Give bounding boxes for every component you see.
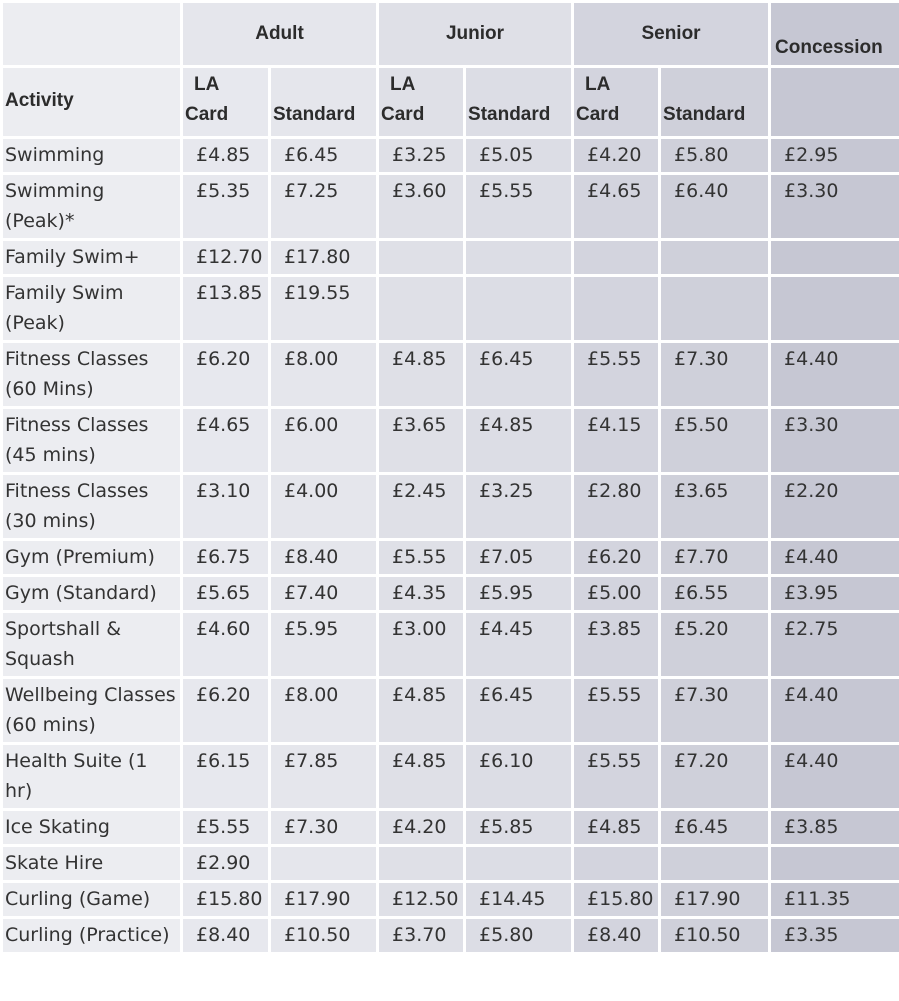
senior-standard-price-cell: £17.90 bbox=[660, 882, 770, 918]
senior-standard-price-cell: £5.50 bbox=[660, 408, 770, 474]
junior-standard-price-cell: £5.05 bbox=[465, 138, 573, 174]
junior-la-card-price-cell: £5.55 bbox=[378, 540, 465, 576]
concession-price-cell: £4.40 bbox=[770, 540, 899, 576]
adult-la-card-price-cell: £6.20 bbox=[182, 342, 270, 408]
adult-la-card-price-cell: £4.65 bbox=[182, 408, 270, 474]
blank-line bbox=[273, 70, 374, 100]
concession-price-cell bbox=[770, 276, 899, 342]
junior-la-card-price-cell: £3.65 bbox=[378, 408, 465, 474]
senior-standard-price-cell: £7.20 bbox=[660, 744, 770, 810]
table-row bbox=[2, 408, 899, 474]
junior-la-card-price-cell: £3.25 bbox=[378, 138, 465, 174]
adult-la-card-price-cell: £2.90 bbox=[182, 846, 270, 882]
activity-cell: Wellbeing Classes (60 mins) bbox=[2, 678, 182, 744]
group-senior-header: Senior bbox=[573, 2, 770, 67]
senior-standard-price-cell bbox=[660, 846, 770, 882]
corner-cell bbox=[2, 2, 182, 67]
activity-column-header: Activity bbox=[2, 67, 182, 138]
adult-standard-price-cell bbox=[270, 846, 378, 882]
senior-standard-price-cell: £7.30 bbox=[660, 678, 770, 744]
concession-price-cell bbox=[770, 240, 899, 276]
senior-la-card-price-cell: £8.40 bbox=[573, 918, 660, 954]
senior-la-card-price-cell bbox=[573, 846, 660, 882]
table-row bbox=[2, 846, 899, 882]
junior-standard-header bbox=[465, 67, 573, 138]
activity-cell: Ice Skating bbox=[2, 810, 182, 846]
concession-price-cell: £2.95 bbox=[770, 138, 899, 174]
senior-la-card-price-cell bbox=[573, 276, 660, 342]
adult-standard-price-cell: £17.80 bbox=[270, 240, 378, 276]
senior-standard-price-cell bbox=[660, 276, 770, 342]
senior-la-card-price-cell: £4.65 bbox=[573, 174, 660, 240]
adult-la-card-price-cell: £6.75 bbox=[182, 540, 270, 576]
junior-la-card-price-cell: £3.70 bbox=[378, 918, 465, 954]
senior-standard-price-cell: £3.65 bbox=[660, 474, 770, 540]
concession-price-cell: £4.40 bbox=[770, 744, 899, 810]
activity-cell: Gym (Standard) bbox=[2, 576, 182, 612]
table-row bbox=[2, 744, 899, 810]
adult-la-card-price-cell: £8.40 bbox=[182, 918, 270, 954]
adult-la-card-price-cell: £12.70 bbox=[182, 240, 270, 276]
junior-la-card-header bbox=[378, 67, 465, 138]
activity-cell: Skate Hire bbox=[2, 846, 182, 882]
group-junior-header: Junior bbox=[378, 2, 573, 67]
standard-line: Standard bbox=[663, 104, 746, 125]
junior-standard-price-cell: £5.95 bbox=[465, 576, 573, 612]
standard-line: Standard bbox=[273, 104, 356, 125]
junior-standard-price-cell: £5.80 bbox=[465, 918, 573, 954]
adult-standard-price-cell: £6.00 bbox=[270, 408, 378, 474]
group-header-row bbox=[2, 2, 899, 67]
adult-standard-price-cell: £8.40 bbox=[270, 540, 378, 576]
junior-la-card-price-cell bbox=[378, 276, 465, 342]
sub-header-row bbox=[2, 67, 899, 138]
junior-la-card-price-cell: £4.85 bbox=[378, 744, 465, 810]
concession-price-cell: £3.30 bbox=[770, 408, 899, 474]
adult-standard-price-cell: £8.00 bbox=[270, 342, 378, 408]
junior-standard-price-cell: £7.05 bbox=[465, 540, 573, 576]
activity-cell: Curling (Game) bbox=[2, 882, 182, 918]
senior-standard-price-cell: £7.30 bbox=[660, 342, 770, 408]
group-concession-header: Concession bbox=[770, 2, 899, 67]
adult-la-card-header bbox=[182, 67, 270, 138]
activity-cell: Family Swim+ bbox=[2, 240, 182, 276]
senior-la-card-price-cell: £4.85 bbox=[573, 810, 660, 846]
adult-standard-price-cell: £19.55 bbox=[270, 276, 378, 342]
card-line: Card bbox=[185, 104, 229, 125]
concession-price-cell: £11.35 bbox=[770, 882, 899, 918]
junior-standard-price-cell: £14.45 bbox=[465, 882, 573, 918]
junior-la-card-price-cell: £4.85 bbox=[378, 678, 465, 744]
senior-standard-price-cell: £5.80 bbox=[660, 138, 770, 174]
table-row bbox=[2, 678, 899, 744]
concession-sub-header bbox=[770, 67, 899, 138]
concession-price-cell: £4.40 bbox=[770, 678, 899, 744]
la-line: LA bbox=[390, 74, 416, 95]
table-row bbox=[2, 882, 899, 918]
adult-la-card-price-cell: £6.20 bbox=[182, 678, 270, 744]
adult-la-card-price-cell: £3.10 bbox=[182, 474, 270, 540]
senior-la-card-price-cell: £3.85 bbox=[573, 612, 660, 678]
table-row bbox=[2, 342, 899, 408]
activity-cell: Swimming (Peak)* bbox=[2, 174, 182, 240]
senior-standard-price-cell: £7.70 bbox=[660, 540, 770, 576]
junior-standard-price-cell: £6.45 bbox=[465, 342, 573, 408]
table-row bbox=[2, 474, 899, 540]
senior-standard-price-cell: £5.20 bbox=[660, 612, 770, 678]
senior-la-card-price-cell: £2.80 bbox=[573, 474, 660, 540]
junior-standard-price-cell: £6.45 bbox=[465, 678, 573, 744]
adult-standard-price-cell: £5.95 bbox=[270, 612, 378, 678]
table-row bbox=[2, 138, 899, 174]
concession-price-cell: £3.85 bbox=[770, 810, 899, 846]
table-row bbox=[2, 240, 899, 276]
junior-la-card-price-cell: £12.50 bbox=[378, 882, 465, 918]
adult-standard-price-cell: £10.50 bbox=[270, 918, 378, 954]
table-row bbox=[2, 174, 899, 240]
la-line: LA bbox=[585, 74, 611, 95]
junior-la-card-price-cell bbox=[378, 846, 465, 882]
adult-la-card-price-cell: £4.85 bbox=[182, 138, 270, 174]
adult-la-card-price-cell: £5.35 bbox=[182, 174, 270, 240]
junior-standard-price-cell: £5.85 bbox=[465, 810, 573, 846]
concession-price-cell: £2.20 bbox=[770, 474, 899, 540]
adult-standard-price-cell: £17.90 bbox=[270, 882, 378, 918]
card-line: Card bbox=[381, 104, 425, 125]
concession-price-cell: £3.30 bbox=[770, 174, 899, 240]
concession-price-cell: £3.35 bbox=[770, 918, 899, 954]
adult-standard-price-cell: £6.45 bbox=[270, 138, 378, 174]
adult-standard-price-cell: £7.40 bbox=[270, 576, 378, 612]
junior-la-card-price-cell: £4.85 bbox=[378, 342, 465, 408]
adult-standard-price-cell: £7.25 bbox=[270, 174, 378, 240]
junior-la-card-price-cell: £4.20 bbox=[378, 810, 465, 846]
senior-standard-price-cell: £6.55 bbox=[660, 576, 770, 612]
table-row bbox=[2, 540, 899, 576]
concession-price-cell: £2.75 bbox=[770, 612, 899, 678]
adult-standard-price-cell: £7.30 bbox=[270, 810, 378, 846]
activity-cell: Family Swim (Peak) bbox=[2, 276, 182, 342]
concession-price-cell: £3.95 bbox=[770, 576, 899, 612]
senior-la-card-header bbox=[573, 67, 660, 138]
standard-line: Standard bbox=[468, 104, 551, 125]
activity-cell: Swimming bbox=[2, 138, 182, 174]
senior-la-card-price-cell bbox=[573, 240, 660, 276]
adult-standard-price-cell: £7.85 bbox=[270, 744, 378, 810]
senior-standard-header bbox=[660, 67, 770, 138]
adult-standard-price-cell: £4.00 bbox=[270, 474, 378, 540]
junior-standard-price-cell: £6.10 bbox=[465, 744, 573, 810]
senior-standard-price-cell: £6.45 bbox=[660, 810, 770, 846]
activity-cell: Sportshall & Squash bbox=[2, 612, 182, 678]
senior-standard-price-cell bbox=[660, 240, 770, 276]
junior-la-card-price-cell: £3.60 bbox=[378, 174, 465, 240]
senior-la-card-price-cell: £4.15 bbox=[573, 408, 660, 474]
table-row bbox=[2, 918, 899, 954]
junior-standard-price-cell bbox=[465, 846, 573, 882]
senior-la-card-price-cell: £15.80 bbox=[573, 882, 660, 918]
activity-cell: Gym (Premium) bbox=[2, 540, 182, 576]
table-body bbox=[2, 138, 899, 954]
blank-line bbox=[468, 70, 569, 100]
adult-la-card-price-cell: £5.55 bbox=[182, 810, 270, 846]
adult-standard-header bbox=[270, 67, 378, 138]
card-line: Card bbox=[576, 104, 620, 125]
junior-standard-price-cell: £4.85 bbox=[465, 408, 573, 474]
activity-cell: Fitness Classes (45 mins) bbox=[2, 408, 182, 474]
blank-line bbox=[663, 70, 766, 100]
table-header bbox=[2, 2, 899, 138]
junior-standard-price-cell bbox=[465, 276, 573, 342]
activity-cell: Health Suite (1 hr) bbox=[2, 744, 182, 810]
senior-la-card-price-cell: £6.20 bbox=[573, 540, 660, 576]
table-row bbox=[2, 576, 899, 612]
junior-standard-price-cell: £4.45 bbox=[465, 612, 573, 678]
concession-price-cell: £4.40 bbox=[770, 342, 899, 408]
senior-standard-price-cell: £10.50 bbox=[660, 918, 770, 954]
group-adult-header: Adult bbox=[182, 2, 378, 67]
adult-la-card-price-cell: £13.85 bbox=[182, 276, 270, 342]
junior-standard-price-cell bbox=[465, 240, 573, 276]
adult-la-card-price-cell: £5.65 bbox=[182, 576, 270, 612]
la-line: LA bbox=[194, 74, 220, 95]
table-row bbox=[2, 276, 899, 342]
concession-price-cell bbox=[770, 846, 899, 882]
junior-la-card-price-cell: £3.00 bbox=[378, 612, 465, 678]
junior-la-card-price-cell bbox=[378, 240, 465, 276]
senior-la-card-price-cell: £4.20 bbox=[573, 138, 660, 174]
junior-standard-price-cell: £5.55 bbox=[465, 174, 573, 240]
junior-standard-price-cell: £3.25 bbox=[465, 474, 573, 540]
adult-standard-price-cell: £8.00 bbox=[270, 678, 378, 744]
activity-cell: Curling (Practice) bbox=[2, 918, 182, 954]
activity-cell: Fitness Classes (30 mins) bbox=[2, 474, 182, 540]
adult-la-card-price-cell: £15.80 bbox=[182, 882, 270, 918]
adult-la-card-price-cell: £6.15 bbox=[182, 744, 270, 810]
table-row bbox=[2, 612, 899, 678]
junior-la-card-price-cell: £4.35 bbox=[378, 576, 465, 612]
senior-la-card-price-cell: £5.55 bbox=[573, 744, 660, 810]
senior-la-card-price-cell: £5.55 bbox=[573, 678, 660, 744]
adult-la-card-price-cell: £4.60 bbox=[182, 612, 270, 678]
activity-cell: Fitness Classes (60 Mins) bbox=[2, 342, 182, 408]
junior-la-card-price-cell: £2.45 bbox=[378, 474, 465, 540]
senior-standard-price-cell: £6.40 bbox=[660, 174, 770, 240]
senior-la-card-price-cell: £5.00 bbox=[573, 576, 660, 612]
table-row bbox=[2, 810, 899, 846]
senior-la-card-price-cell: £5.55 bbox=[573, 342, 660, 408]
